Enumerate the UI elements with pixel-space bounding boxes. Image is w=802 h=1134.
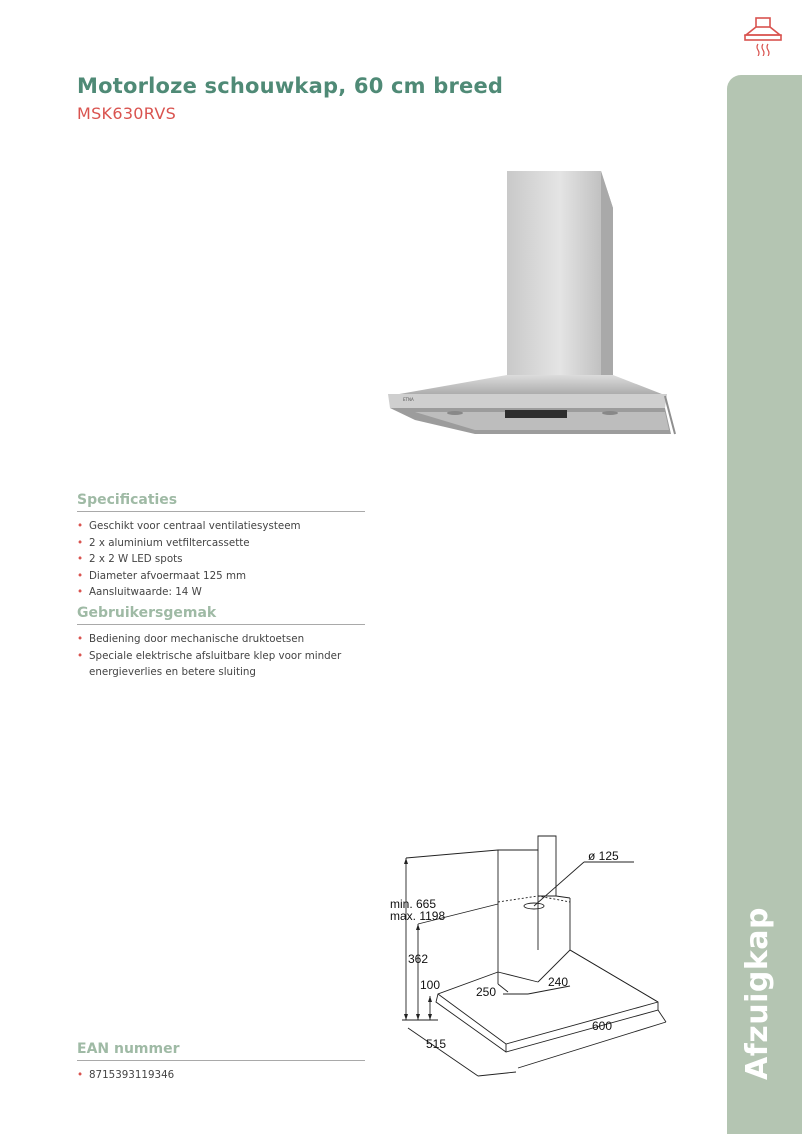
svg-text:ETNA: ETNA (403, 397, 414, 402)
list-item: • Diameter afvoermaat 125 mm (77, 568, 365, 585)
ean-section (77, 1041, 365, 1084)
list-item: • 2 x 2 W LED spots (77, 551, 365, 568)
specificaties-list (77, 518, 365, 601)
page-title: Motorloze schouwkap, 60 cm breed (77, 74, 504, 98)
dimension-250-label: 250 (476, 985, 497, 999)
ean-heading: EAN nummer (77, 1041, 365, 1061)
dimension-600-label: 600 (592, 1019, 613, 1033)
gebruikersgemak-heading: Gebruikersgemak (77, 605, 365, 625)
cooker-hood-icon (742, 16, 784, 56)
height-max-label: max. 1198 (390, 909, 446, 923)
list-item: • 2 x aluminium vetfiltercassette (77, 535, 365, 552)
gebruikersgemak-list (77, 631, 365, 681)
specificaties-section (77, 492, 365, 601)
category-label: Afzuigkap (740, 906, 775, 1080)
dimension-100-label: 100 (420, 978, 441, 992)
model-number: MSK630RVS (77, 104, 177, 123)
dimension-240-label: 240 (548, 975, 569, 989)
dimension-drawing (388, 832, 678, 1080)
list-item: • Speciale elektrische afsluitbare klep voor minder energieverlies en betere sluiting (77, 648, 365, 681)
gebruikersgemak-section (77, 605, 365, 681)
list-item: • Aansluitwaarde: 14 W (77, 584, 365, 601)
ean-number: • 8715393119346 (77, 1067, 365, 1084)
list-item: • Geschikt voor centraal ventilatiesysteem (77, 518, 365, 535)
ean-list (77, 1067, 365, 1084)
height-min-label: min. 665 (390, 897, 437, 911)
product-image (385, 168, 680, 440)
specificaties-heading: Specificaties (77, 492, 365, 512)
dimension-362-label: 362 (408, 952, 429, 966)
diameter-label: ø 125 (588, 849, 619, 863)
list-item: • Bediening door mechanische druktoetsen (77, 631, 365, 648)
dimension-515-label: 515 (426, 1037, 447, 1051)
